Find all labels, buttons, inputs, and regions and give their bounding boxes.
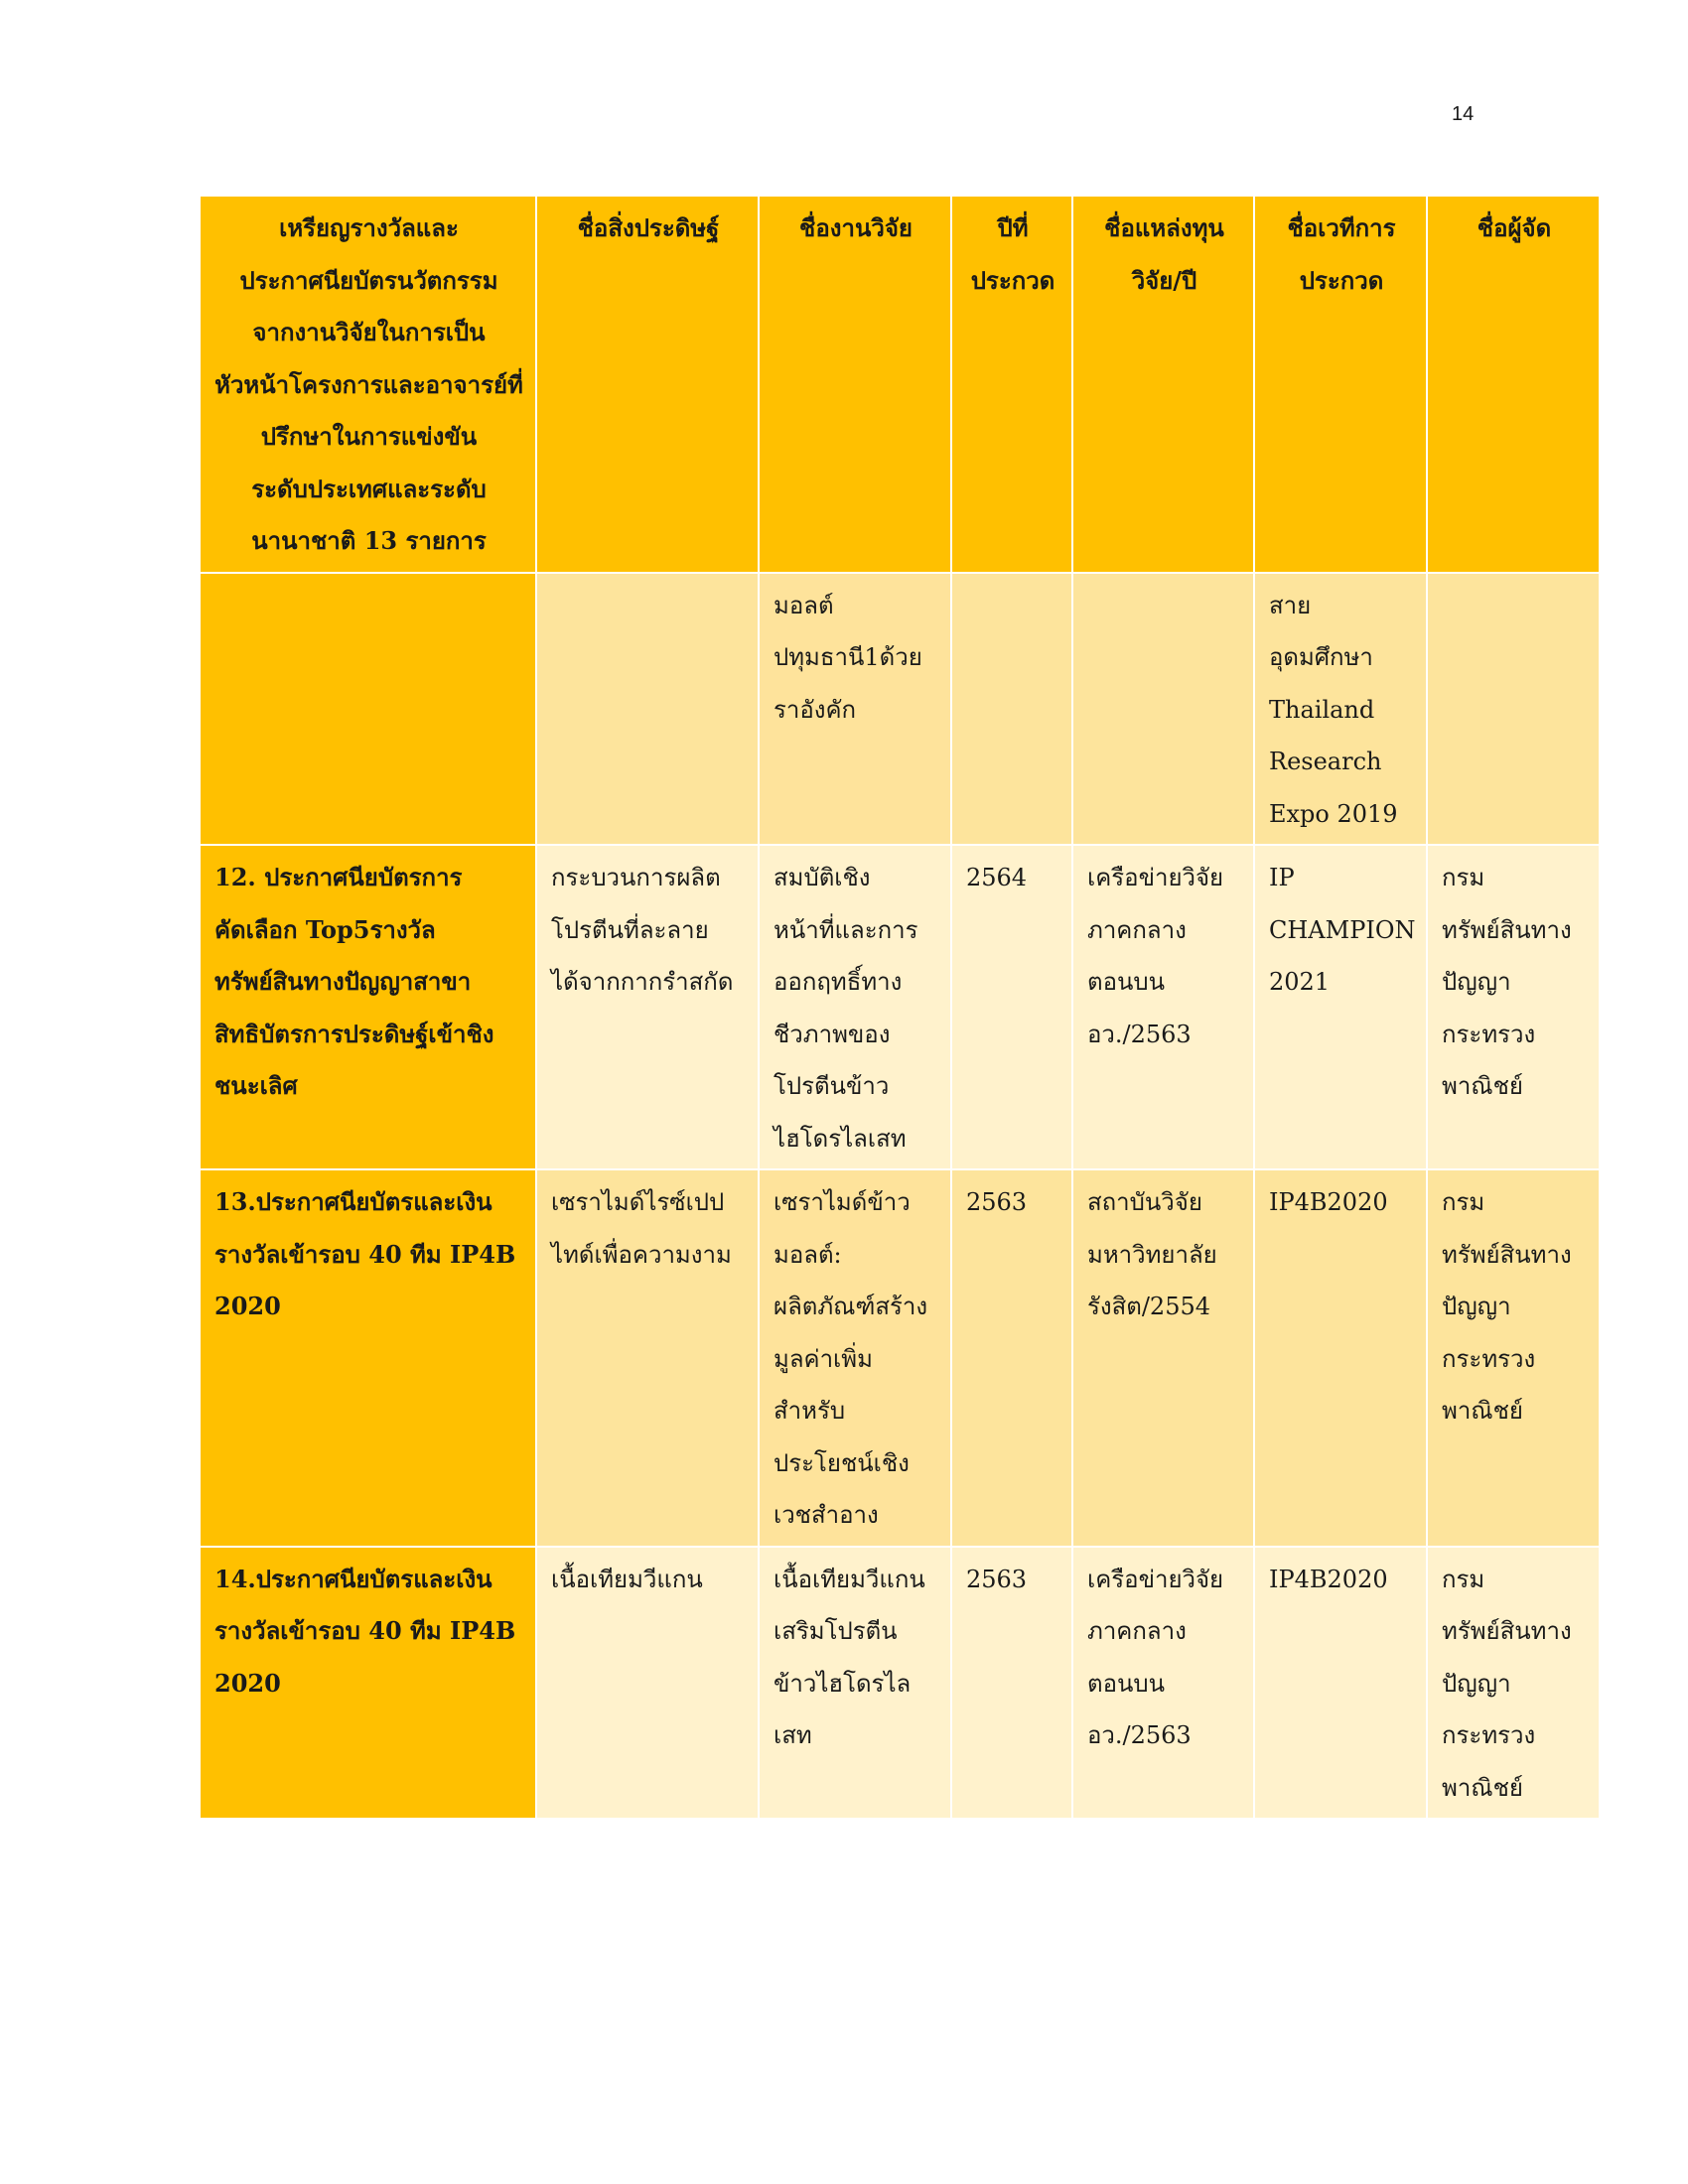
award-cell: 14.ประกาศนียบัตรและเงิน รางวัลเข้ารอบ 40 ทีม IP4B 2020 (200, 1547, 536, 1820)
award-cell (200, 573, 536, 846)
funding-cell: เครือข่ายวิจัย ภาคกลาง ตอนบน อว./2563 (1072, 1547, 1254, 1820)
organizer-cell: กรม ทรัพย์สินทาง ปัญญา กระทรวง พาณิชย์ (1427, 1169, 1600, 1547)
research-cell: เซราไมด์ข้าว มอลต์: ผลิตภัณฑ์สร้าง มูลค่าเพิ่ม สำหรับ ประโยชน์เชิง เวชสำอาง (759, 1169, 951, 1547)
table-row (200, 573, 1600, 846)
header-funding: ชื่อแหล่งทุน วิจัย/ปี (1072, 196, 1254, 573)
year-cell: 2564 (951, 845, 1072, 1169)
venue-cell: สาย อุดมศึกษา Thailand Research Expo 2019 (1254, 573, 1427, 846)
organizer-cell (1427, 573, 1600, 846)
research-cell: สมบัติเชิง หน้าที่และการ ออกฤทธิ์ทาง ชีวภาพของ โปรตีนข้าว ไฮโดรไลเสท (759, 845, 951, 1169)
venue-cell: IP4B2020 (1254, 1169, 1427, 1547)
table-header-row (200, 196, 1600, 573)
header-organizer: ชื่อผู้จัด (1427, 196, 1600, 573)
year-cell (951, 573, 1072, 846)
awards-table (199, 195, 1601, 1820)
header-research: ชื่องานวิจัย (759, 196, 951, 573)
funding-cell (1072, 573, 1254, 846)
header-year: ปีที่ ประกวด (951, 196, 1072, 573)
organizer-cell: กรม ทรัพย์สินทาง ปัญญา กระทรวง พาณิชย์ (1427, 845, 1600, 1169)
table-row (200, 1169, 1600, 1547)
funding-cell: เครือข่ายวิจัย ภาคกลาง ตอนบน อว./2563 (1072, 845, 1254, 1169)
header-invention: ชื่อสิ่งประดิษฐ์ (536, 196, 759, 573)
invention-cell: เนื้อเทียมวีแกน (536, 1547, 759, 1820)
header-award: เหรียญรางวัลและ ประกาศนียบัตรนวัตกรรม จากงานวิจัยในการเป็น หัวหน้าโครงการและอาจารย์ที่ ปรึกษาในการแข่งขัน ระดับประเทศและระดับ นานาชาติ 13 รายการ (200, 196, 536, 573)
table-row (200, 1547, 1600, 1820)
venue-cell: IP4B2020 (1254, 1547, 1427, 1820)
organizer-cell: กรม ทรัพย์สินทาง ปัญญา กระทรวง พาณิชย์ (1427, 1547, 1600, 1820)
header-venue: ชื่อเวทีการ ประกวด (1254, 196, 1427, 573)
page-number: 14 (1452, 103, 1475, 125)
funding-cell: สถาบันวิจัย มหาวิทยาลัย รังสิต/2554 (1072, 1169, 1254, 1547)
invention-cell: เซราไมด์ไรซ์เปป ไทด์เพื่อความงาม (536, 1169, 759, 1547)
research-cell: เนื้อเทียมวีแกน เสริมโปรตีน ข้าวไฮโดรไล เสท (759, 1547, 951, 1820)
year-cell: 2563 (951, 1169, 1072, 1547)
invention-cell: กระบวนการผลิต โปรตีนที่ละลาย ได้จากกากรำสกัด (536, 845, 759, 1169)
award-cell: 12. ประกาศนียบัตรการ คัดเลือก Top5รางวัล ทรัพย์สินทางปัญญาสาขา สิทธิบัตรการประดิษฐ์เข้าชิง ชนะเลิศ (200, 845, 536, 1169)
research-cell: มอลต์ ปทุมธานี1ด้วย ราอังคัก (759, 573, 951, 846)
year-cell: 2563 (951, 1547, 1072, 1820)
venue-cell: IP CHAMPION 2021 (1254, 845, 1427, 1169)
invention-cell (536, 573, 759, 846)
table-row (200, 845, 1600, 1169)
award-cell: 13.ประกาศนียบัตรและเงิน รางวัลเข้ารอบ 40 ทีม IP4B 2020 (200, 1169, 536, 1547)
